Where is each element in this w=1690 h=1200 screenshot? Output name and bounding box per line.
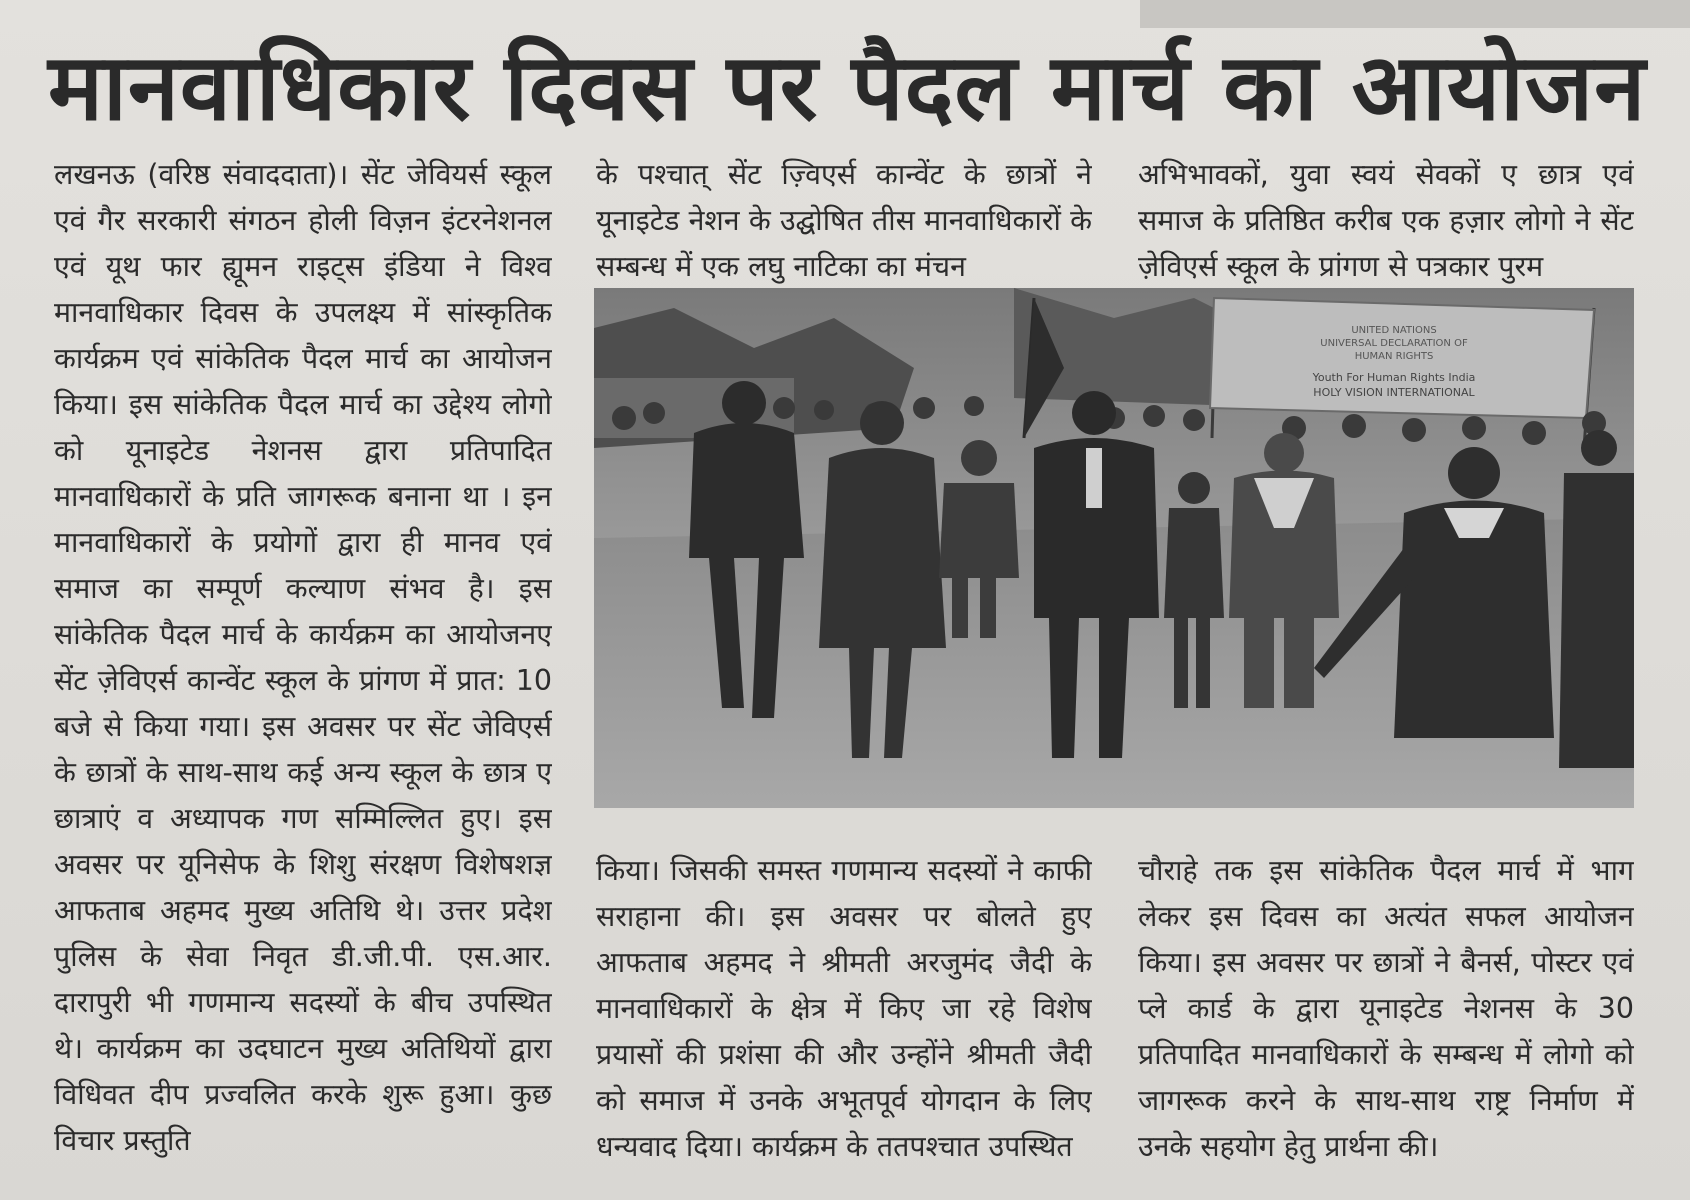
article-column-1: लखनऊ (वरिष्ठ संवाददाता)। सेंट जेवियर्स स्कूल एवं गैर सरकारी संगठन होली विज़न इंटरनेशनल एवं यूथ फार ह्यूमन राइट्स इंडिया ने विश्व मानवाधिकार दिवस के उपलक्ष्य में सांस्कृतिक कार्यक्रम एवं सांकेतिक पैदल मार्च का आयोजन किया। इस सांकेतिक पैदल मार्च का उद्देश्य लोगो को यूनाइटेड नेशनस द्वारा प्रतिपादित मानवाधिकारों के प्रति जागरूक बनाना था । इन मानवाधिकारों के प्रयोगों द्वारा ही मानव एवं समाज का सम्पूर्ण कल्याण संभव है। इस सांकेतिक पैदल मार्च के कार्यक्रम का आयोजनए सेंट ज़ेविएर्स कान्वेंट स्कूल के प्रांगण में प्रात: 10 बजे से किया गया। इस अवसर पर सेंट जेविएर्स के छात्रों के साथ-साथ कई अन्य स्कूल के छात्र ए छात्राएं व अध्यापक गण सम्मिल्लित हुए। इस अवसर पर यूनिसेफ के शिशु संरक्षण विशेषशज्ञ आफताब अहमद मुख्य अतिथि थे। उत्तर प्रदेश पुलिस के सेवा निवृत डी.जी.पी. एस.आर. दारापुरी भी गणमान्य सदस्यों के बीच उपस्थित थे। कार्यक्रम का उदघाटन मुख्य अतिथियों द्वारा विधिवत दीप प्रज्वलित करके शुरू हुआ। कुछ विचार प्रस्तुति bbox=[54, 158, 552, 1157]
banner-line-2: UNIVERSAL DECLARATION OF bbox=[1320, 338, 1468, 349]
banner-line-3: HUMAN RIGHTS bbox=[1354, 351, 1434, 362]
march-photo bbox=[594, 288, 1634, 808]
article-column-2-bottom: किया। जिसकी समस्त गणमान्य सदस्यों ने काफी सराहाना की। इस अवसर पर बोलते हुए आफताब अहमद ने श्रीमती अरजुमंद जैदी के मानवाधिकारों के क्षेत्र में किए जा रहे विशेष प्रयासों की प्रशंसा की और उन्होंने श्रीमती जैदी को समाज में उनके अभूतपूर्व योगदान के लिए धन्यवाद दिया। कार्यक्रम के ततपश्चात उपस्थित bbox=[596, 854, 1092, 1163]
article-column-2-top: के पश्चात् सेंट ज़्विएर्स कान्वेंट के छात्रों ने यूनाइटेड नेशन के उद्घोषित तीस मानवाधिकारों के सम्बन्ध में एक लघु नाटिका का मंचन bbox=[596, 158, 1092, 283]
headline: मानवाधिकार दिवस पर पैदल मार्च का आयोजन bbox=[48, 34, 1647, 141]
adjacent-clipping-strip bbox=[1140, 0, 1690, 28]
article-column-3-bottom: चौराहे तक इस सांकेतिक पैदल मार्च में भाग लेकर इस दिवस का अत्यंत सफल आयोजन किया। इस अवसर पर छात्रों ने बैनर्स, पोस्टर एवं प्ले कार्ड के द्वारा यूनाइटेड नेशनस के 30 प्रतिपादित मानवाधिकारों के सम्बन्ध में लोगो को जागरूक करने के साथ-साथ राष्ट्र निर्माण में उनके सहयोग हेतु प्रार्थना की। bbox=[1138, 854, 1634, 1163]
banner-line-1: UNITED NATIONS bbox=[1351, 325, 1437, 336]
banner-line-5: HOLY VISION INTERNATIONAL bbox=[1313, 386, 1475, 399]
article-column-3-top: अभिभावकों, युवा स्वयं सेवकों ए छात्र एवं समाज के प्रतिष्ठित करीब एक हज़ार लोगो ने सेंट ज़ेविएर्स स्कूल के प्रांगण से पत्रकार पुरम bbox=[1138, 158, 1634, 283]
banner-line-4: Youth For Human Rights India bbox=[1312, 371, 1476, 384]
